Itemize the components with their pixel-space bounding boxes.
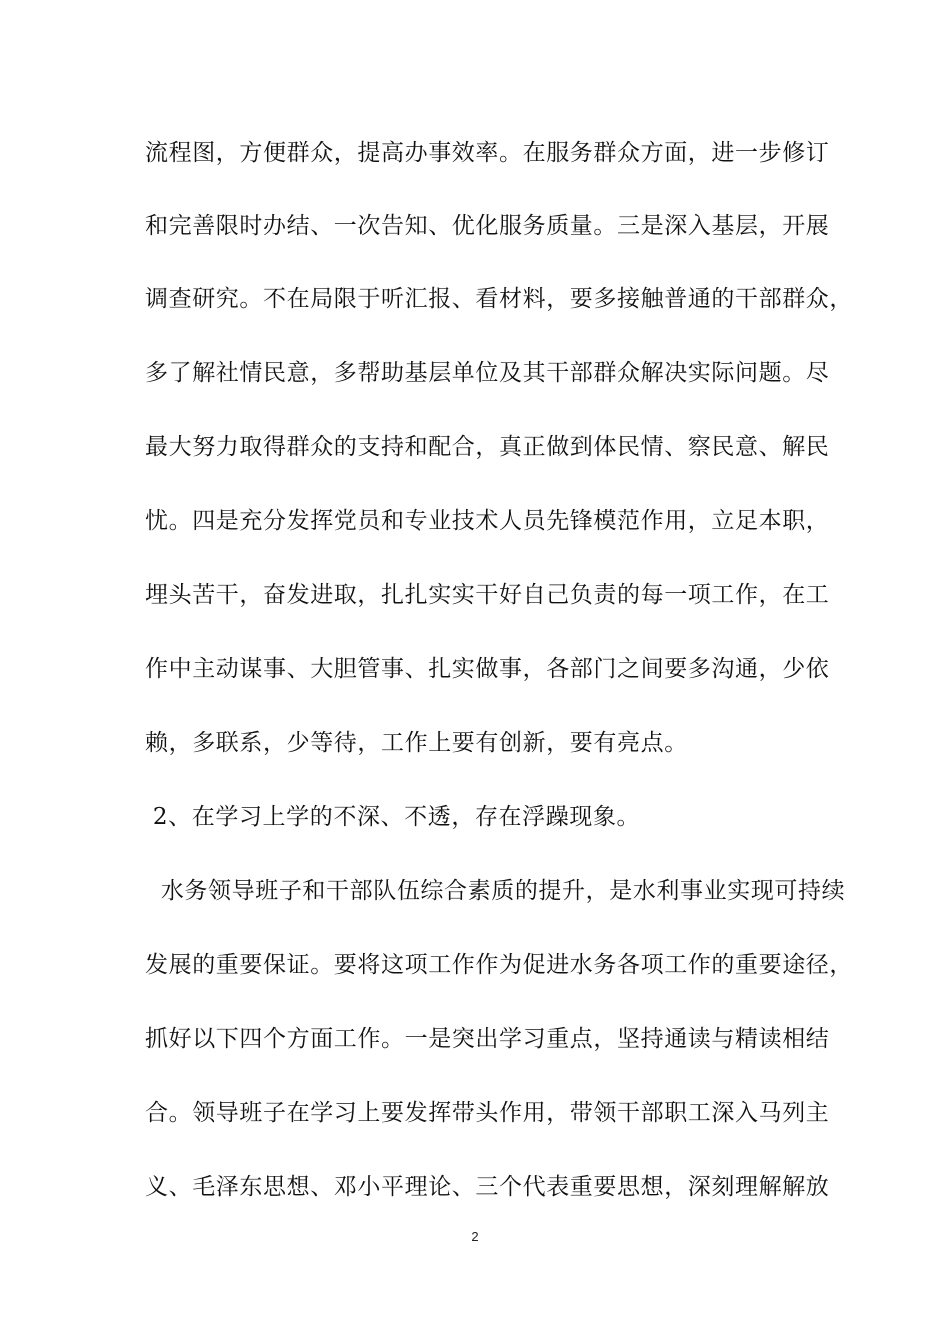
text-line: 最大努力取得群众的支持和配合，真正做到体民情、察民意、解民 [145,434,830,460]
text-line: 义、毛泽东思想、邓小平理论、三个代表重要思想，深刻理解解放 [145,1174,830,1200]
text-line: 流程图，方便群众，提高办事效率。在服务群众方面，进一步修订 [145,140,830,166]
text-line: 赖，多联系，少等待，工作上要有创新，要有亮点。 [145,730,688,756]
text-line: 抓好以下四个方面工作。一是突出学习重点，坚持通读与精读相结 [145,1026,830,1052]
page-number: 2 [471,1229,479,1244]
text-line: 作中主动谋事、大胆管事、扎实做事，各部门之间要多沟通，少依 [145,656,830,682]
section-heading: 2、在学习上学的不深、不透，存在浮躁现象。 [145,804,641,830]
text-line: 和完善限时办结、一次告知、优化服务质量。三是深入基层，开展 [145,213,830,239]
text-line: 发展的重要保证。要将这项工作作为促进水务各项工作的重要途径， [145,952,853,978]
text-line: 合。领导班子在学习上要发挥带头作用，带领干部职工深入马列主 [145,1100,830,1126]
text-line: 多了解社情民意，多帮助基层单位及其干部群众解决实际问题。尽 [145,360,830,386]
text-line: 埋头苦干，奋发进取，扎扎实实干好自己负责的每一项工作，在工 [145,582,830,608]
text-line: 调查研究。不在局限于听汇报、看材料，要多接触普通的干部群众， [145,286,853,312]
text-line: 忧。四是充分发挥党员和专业技术人员先锋模范作用，立足本职， [145,508,830,534]
text-line: 水务领导班子和干部队伍综合素质的提升，是水利事业实现可持续 [145,878,846,904]
